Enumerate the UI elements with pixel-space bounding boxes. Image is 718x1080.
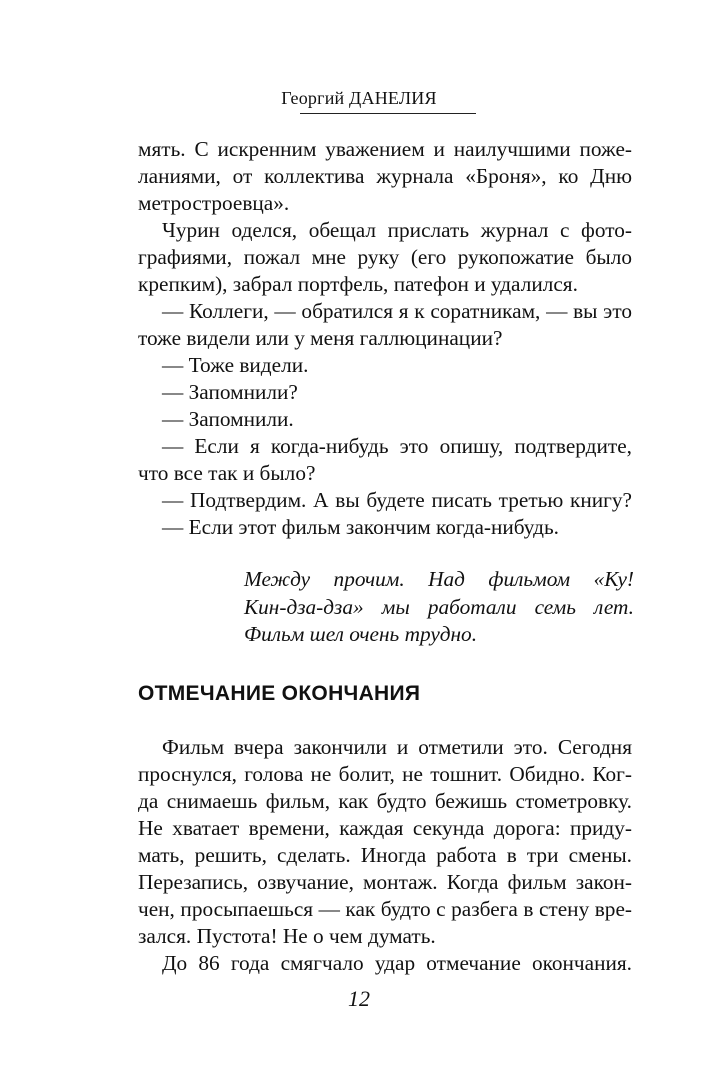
text-line: зался. Пустота! Не о чем думать.: [138, 924, 436, 948]
text-line: метростроевца».: [138, 191, 290, 215]
text-line: — Запомнили?: [162, 380, 298, 404]
text-line: Чурин оделся, обещал прислать журнал с фото-: [162, 218, 632, 242]
text-line: — Тоже видели.: [162, 353, 309, 377]
text-line: графиями, пожал мне руку (его рукопожатие было: [138, 245, 632, 269]
running-head: Георгий ДАНЕЛИЯ: [281, 88, 437, 108]
aside-line: Кин-дза-дза» мы работали семь лет.: [244, 594, 634, 619]
aside-line: Между прочим. Над фильмом «Ку!: [244, 567, 634, 591]
text-line: — Если я когда-нибудь это опишу, подтвердите,: [162, 434, 632, 458]
text-line: да снимаешь фильм, как будто бежишь стометровку.: [138, 789, 632, 813]
text-line: чен, просыпаешься — как будто с разбега в стену вре-: [138, 897, 632, 921]
text-line: Не хватает времени, каждая секунда дорога: приду-: [138, 816, 632, 840]
text-line: — Запомнили.: [162, 407, 294, 431]
text-line: тоже видели или у меня галлюцинации?: [138, 326, 503, 350]
text-line: — Коллеги, — обратился я к соратникам, — вы это: [162, 299, 632, 323]
section-title: ОТМЕЧАНИЕ ОКОНЧАНИЯ: [138, 682, 421, 705]
text-line: Фильм вчера закончили и отметили это. Сегодня: [162, 735, 632, 759]
text-line: — Если этот фильм закончим когда-нибудь.: [162, 515, 559, 539]
text-line: что все так и было?: [138, 461, 316, 485]
text-line: проснулся, голова не болит, не тошнит. Обидно. Ког-: [138, 762, 632, 786]
text-line: — Подтвердим. А вы будете писать третью книгу?: [162, 488, 632, 512]
text-line: Перезапись, озвучание, монтаж. Когда фильм закон-: [138, 870, 632, 894]
running-head-rule: [300, 113, 476, 114]
text-line: мать, решить, сделать. Иногда работа в три смены.: [138, 843, 632, 867]
text-line: мять. С искренним уважением и наилучшими поже-: [138, 137, 632, 161]
text-line: До 86 года смягчало удар отмечание окончания.: [162, 951, 632, 975]
body-text-bottom: [138, 734, 632, 977]
aside-line: Фильм шел очень трудно.: [244, 622, 478, 646]
text-line: ланиями, от коллектива журнала «Броня», ко Дню: [138, 164, 632, 188]
page-number: 12: [348, 986, 370, 1011]
text-line: крепким), забрал портфель, патефон и удалился.: [138, 272, 578, 296]
aside-note: [244, 566, 634, 649]
body-text-top: [138, 136, 632, 541]
